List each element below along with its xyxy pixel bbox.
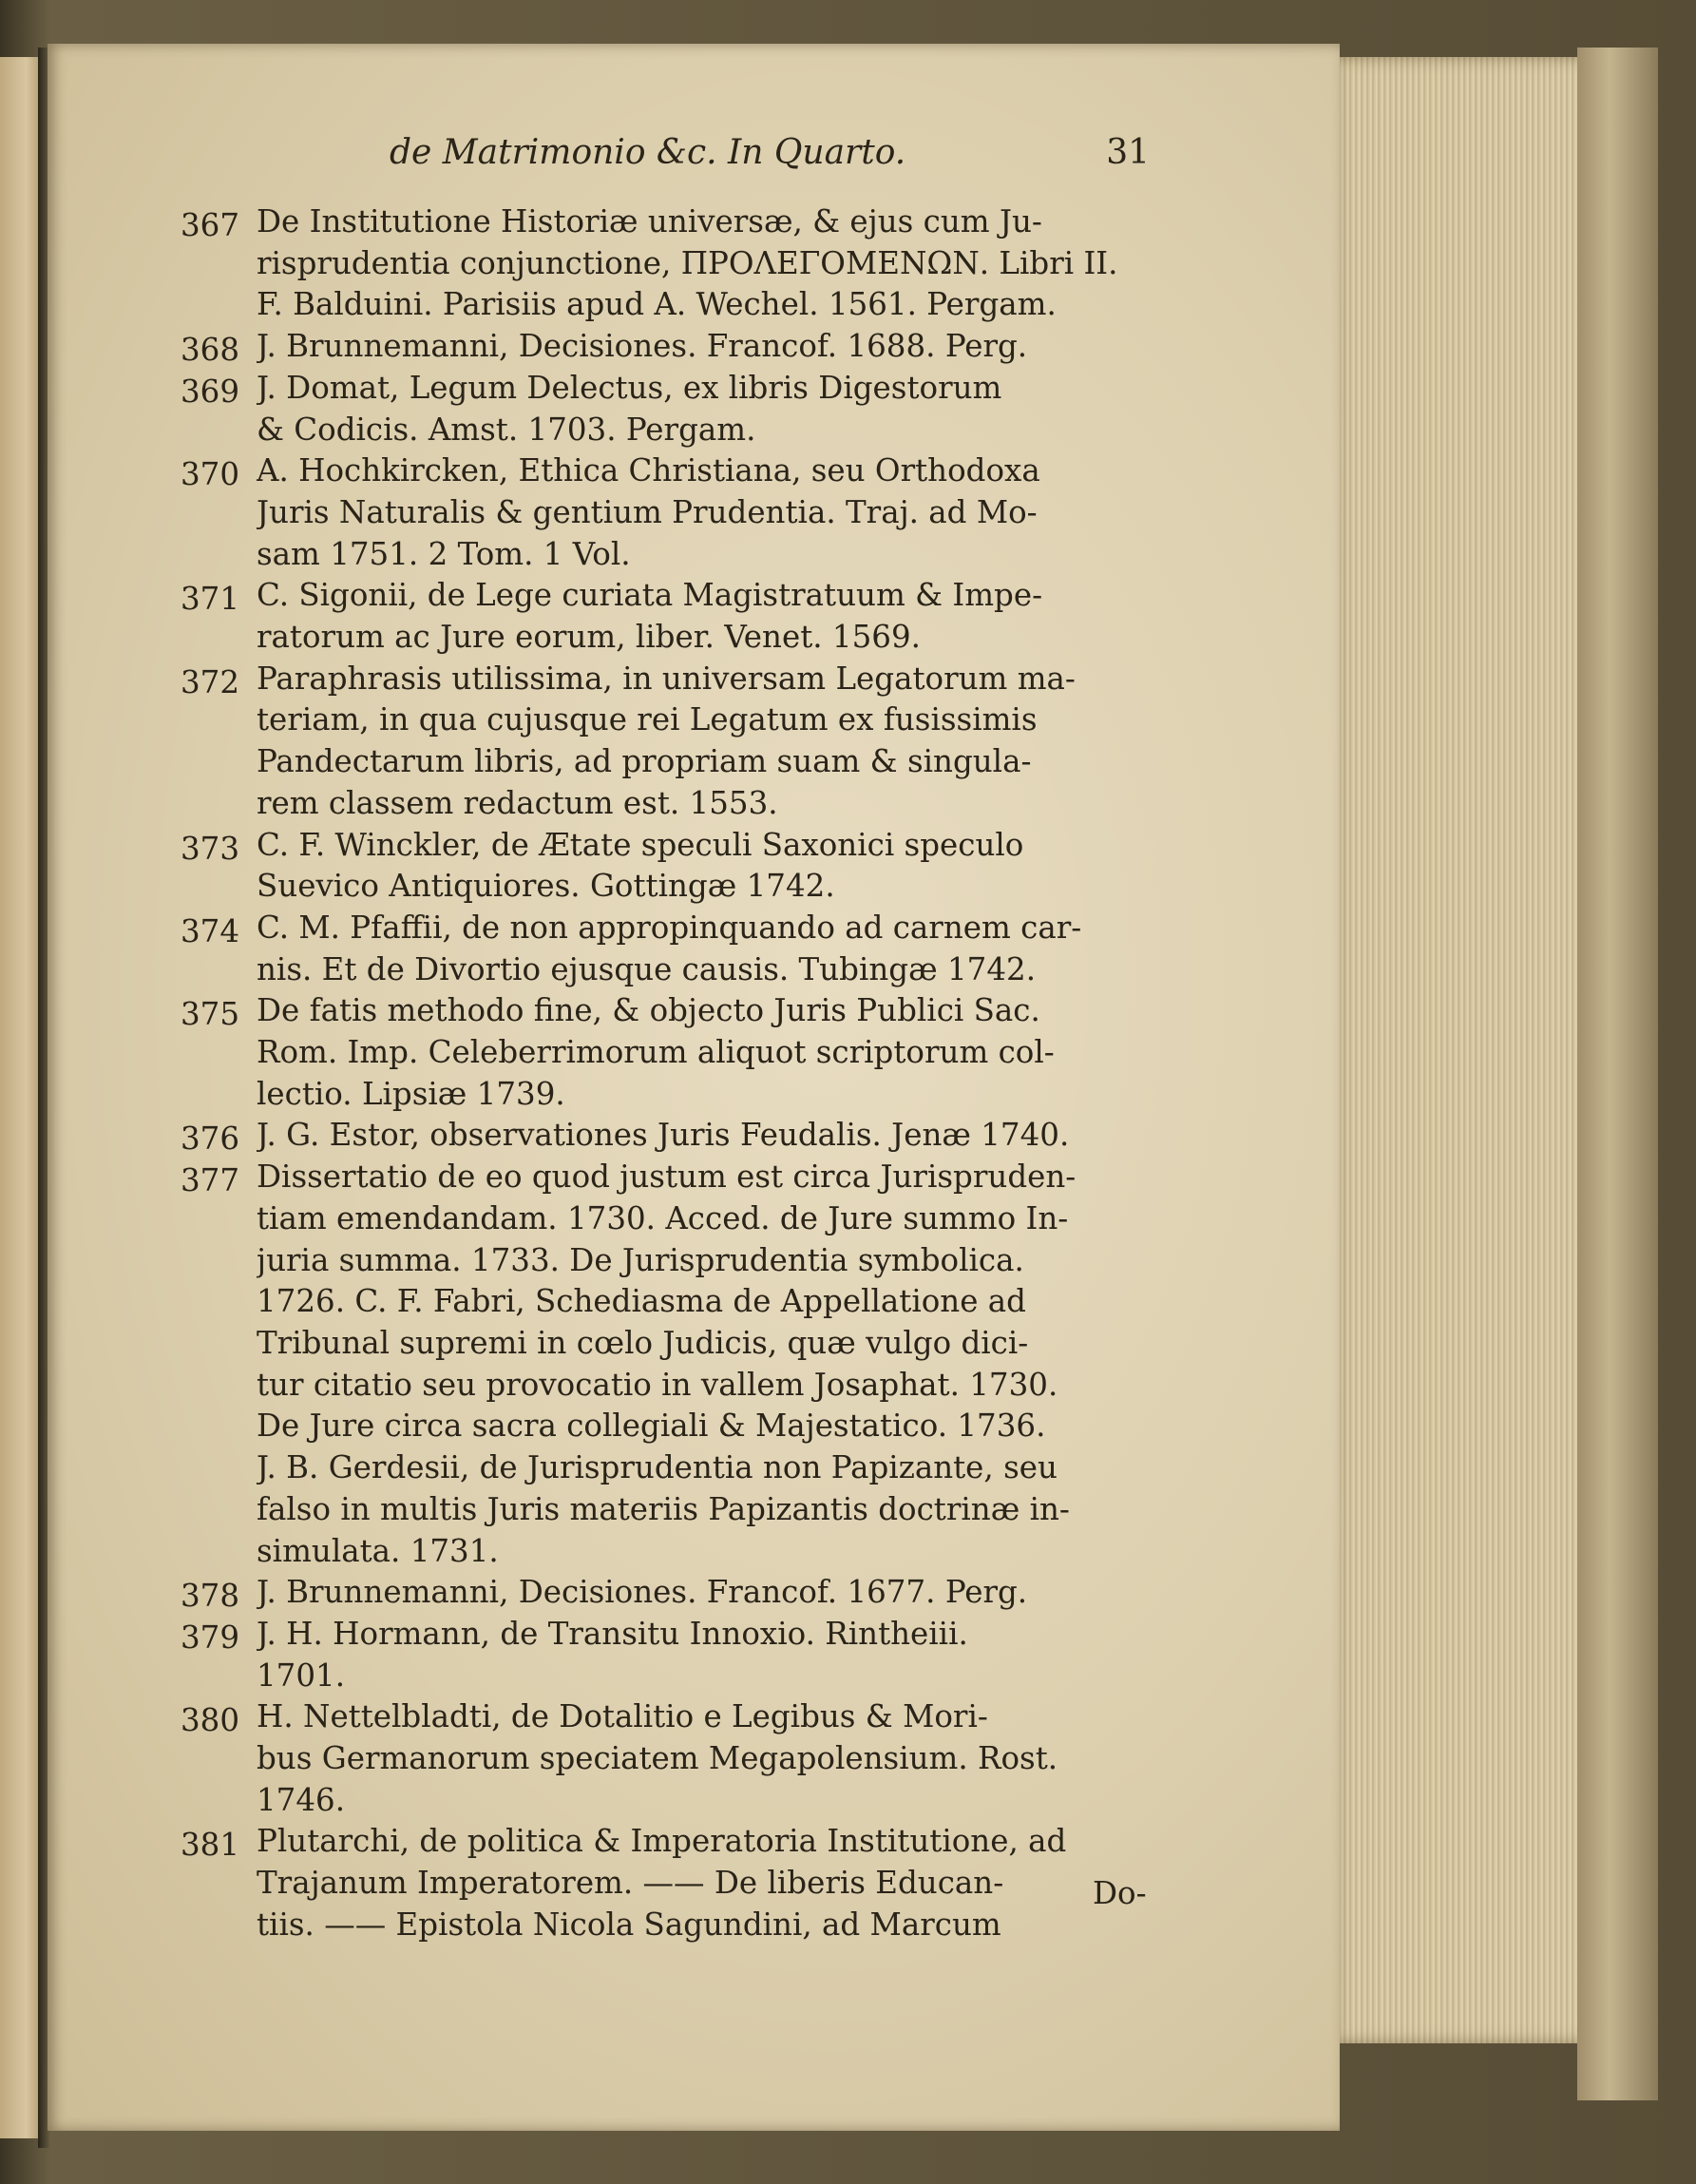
entry-number: 367 (181, 207, 240, 243)
entry-number: 372 (181, 663, 240, 700)
entry-text-line: C. M. Pfaffii, de non appropinquando ad carnem car- (257, 909, 1082, 946)
entry-text-line: Tribunal supremi in cœlo Judicis, quæ vulgo dici- (257, 1324, 1029, 1361)
catchword: Do- (1093, 1875, 1147, 1911)
entry-number: 369 (181, 373, 240, 410)
catalog-entry (181, 326, 1169, 368)
catalog-entry (181, 1115, 1169, 1157)
entry-text-line: falso in multis Juris materiis Papizantis doctrinæ in- (257, 1490, 1070, 1527)
entry-number: 371 (181, 581, 240, 618)
catalog-entries (181, 201, 1169, 1946)
entry-text-line: De Jure circa sacra collegiali & Majestatico. 1736. (257, 1408, 1046, 1445)
entry-text-line: A. Hochkircken, Ethica Christiana, seu Orthodoxa (257, 452, 1040, 489)
catalog-entry (181, 1696, 1169, 1821)
entry-number: 377 (181, 1162, 240, 1199)
catalog-entry (181, 450, 1169, 575)
entry-text-line: Dissertatio de eo quod justum est circa Jurispruden- (257, 1159, 1077, 1196)
entry-text-line: & Codicis. Amst. 1703. Pergam. (257, 411, 756, 448)
entry-text-line: nis. Et de Divortio ejusque causis. Tubingæ 1742. (257, 950, 1037, 987)
entry-text-line: Suevico Antiquiores. Gottingæ 1742. (257, 868, 835, 905)
running-title: de Matrimonio &c. In Quarto. (390, 133, 906, 172)
entry-text-line: Juris Naturalis & gentium Prudentia. Traj. ad Mo- (257, 493, 1038, 530)
entry-text-line: J. H. Hormann, de Transitu Innoxio. Rintheiii. (257, 1615, 968, 1652)
catalog-entry (181, 990, 1169, 1115)
entry-number: 380 (181, 1702, 240, 1739)
entry-text-line: J. G. Estor, observationes Juris Feudalis. Jenæ 1740. (257, 1117, 1070, 1154)
entry-text-line: rem classem redactum est. 1553. (257, 784, 778, 821)
entry-text-line: De Institutione Historiæ universæ, & ejus cum Ju- (257, 203, 1042, 239)
entry-text-line: ratorum ac Jure eorum, liber. Venet. 1569. (257, 619, 921, 656)
catalog-entry (181, 908, 1169, 990)
catalog-entry (181, 659, 1169, 825)
entry-text-line: J. B. Gerdesii, de Jurisprudentia non Papizante, seu (257, 1449, 1058, 1486)
entry-text-line: teriam, in qua cujusque rei Legatum ex fusissimis (257, 701, 1038, 738)
entry-number: 376 (181, 1121, 240, 1158)
catalog-entry (181, 1572, 1169, 1614)
entry-text-line: 1726. C. F. Fabri, Schediasma de Appellatione ad (257, 1283, 1026, 1320)
entry-text-line: risprudentia conjunctione, ΠΡΟΛΕΓΟΜΕΝΩΝ. Libri II. (257, 244, 1118, 281)
catalog-entry (181, 368, 1169, 450)
entry-text-line: J. Brunnemanni, Decisiones. Francof. 1677. Perg. (257, 1574, 1028, 1611)
entry-text-line: C. F. Winckler, de Ætate speculi Saxonici speculo (257, 826, 1024, 863)
catalog-entry (181, 1157, 1169, 1572)
entry-text-line: H. Nettelbladti, de Dotalitio e Legibus & Mori- (257, 1698, 988, 1735)
catalog-entry (181, 201, 1169, 326)
entry-text-line: Paraphrasis utilissima, in universam Legatorum ma- (257, 660, 1076, 697)
page-header (390, 133, 1150, 190)
entry-text-line: 1701. (257, 1657, 346, 1694)
entry-text-line: J. Domat, Legum Delectus, ex libris Digestorum (257, 369, 1002, 406)
entry-text-line: Pandectarum libris, ad propriam suam & singula- (257, 743, 1032, 780)
entry-text-line: sam 1751. 2 Tom. 1 Vol. (257, 535, 631, 572)
catalog-entry (181, 825, 1169, 908)
catalog-entry (181, 1614, 1169, 1696)
cover-edge (1577, 48, 1658, 2100)
entry-text-line: Trajanum Imperatorem. —— De liberis Educan- (257, 1865, 1004, 1902)
entry-number: 381 (181, 1827, 240, 1864)
entry-text-line: lectio. Lipsiæ 1739. (257, 1075, 565, 1112)
entry-text-line: J. Brunnemanni, Decisiones. Francof. 1688. Perg. (257, 328, 1028, 365)
entry-text-line: bus Germanorum speciatem Megapolensium. Rost. (257, 1740, 1058, 1777)
entry-number: 373 (181, 830, 240, 867)
entry-number: 379 (181, 1619, 240, 1656)
entry-text-line: tiam emendandam. 1730. Acced. de Jure summo In- (257, 1199, 1069, 1236)
entry-number: 374 (181, 912, 240, 949)
entry-number: 370 (181, 456, 240, 493)
entry-text-line: Plutarchi, de politica & Imperatoria Institutione, ad (257, 1823, 1067, 1860)
entry-number: 375 (181, 996, 240, 1033)
entry-number: 368 (181, 332, 240, 369)
entry-text-line: 1746. (257, 1781, 346, 1818)
catalog-entry (181, 575, 1169, 658)
page-number: 31 (1106, 133, 1150, 172)
entry-text-line: tur citatio seu provocatio in vallem Josaphat. 1730. (257, 1366, 1058, 1403)
catalog-entry (181, 1821, 1169, 1945)
entry-number: 378 (181, 1578, 240, 1615)
entry-text-line: F. Balduini. Parisiis apud A. Wechel. 1561. Pergam. (257, 286, 1057, 323)
entry-text-line: juria summa. 1733. De Jurisprudentia symbolica. (257, 1241, 1024, 1278)
entry-text-line: tiis. —— Epistola Nicola Sagundini, ad Marcum (257, 1906, 1001, 1943)
entry-text-line: De fatis methodo fine, & objecto Juris Publici Sac. (257, 992, 1040, 1029)
entry-text-line: C. Sigonii, de Lege curiata Magistratuum & Impe- (257, 577, 1043, 614)
entry-text-line: simulata. 1731. (257, 1532, 499, 1569)
entry-text-line: Rom. Imp. Celeberrimorum aliquot scriptorum col- (257, 1034, 1055, 1071)
